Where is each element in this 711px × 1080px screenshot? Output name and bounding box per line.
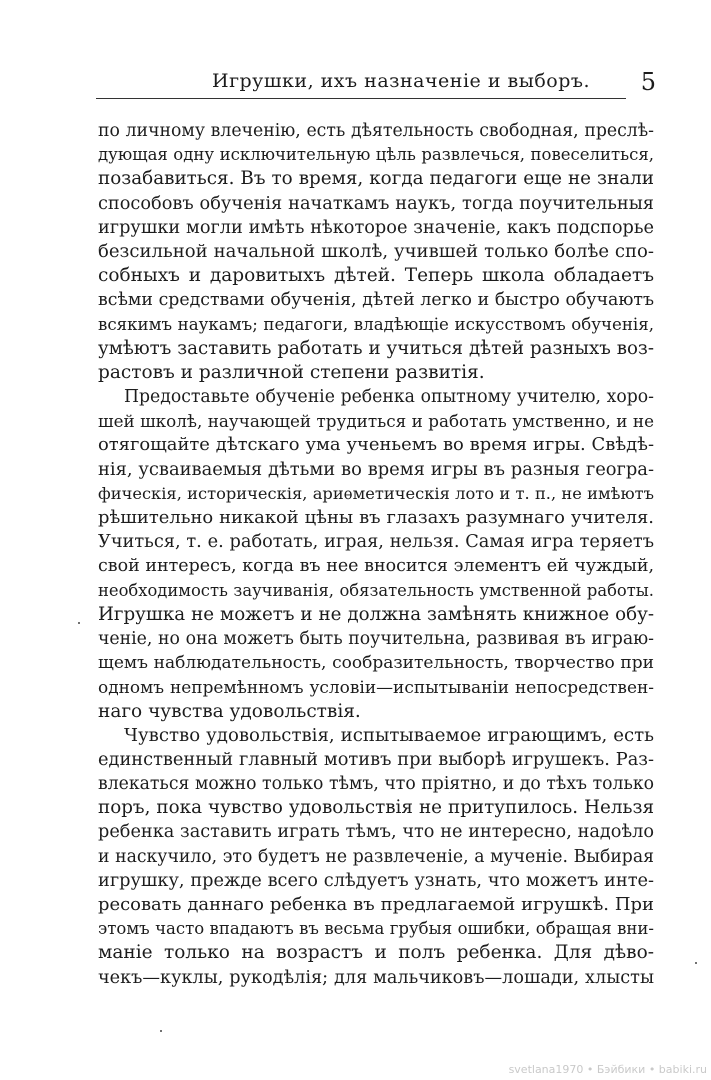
page-number: 5: [640, 68, 656, 96]
text-line: отягощайте дѣтскаго ума ученьемъ во время игры. Свѣдѣ-: [98, 434, 654, 456]
text-line: всякимъ наукамъ; педагоги, владѣющіе искусствомъ обученія,: [98, 314, 654, 334]
text-line: этомъ часто впадаютъ въ весьма грубыя ошибки, обращая вни-: [98, 919, 654, 939]
text-line: влекаться можно только тѣмъ, что пріятно, и до тѣхъ только: [98, 774, 654, 795]
page-header: [96, 70, 662, 102]
text-line: маніе только на возрастъ и полъ ребенка. Для дѣво-: [98, 942, 654, 964]
text-line: умѣютъ заставить работать и учиться дѣтей разныхъ воз-: [98, 337, 654, 359]
text-line: свой интересъ, когда въ нее вносится элементъ ей чуждый,: [98, 556, 654, 577]
text-line: наго чувства удовольствія.: [98, 700, 361, 722]
text-line: Игрушка не можетъ и не должна замѣнять книжное обу-: [98, 603, 654, 625]
text-line: игрушку, прежде всего слѣдуетъ узнать, что можетъ инте-: [98, 870, 654, 891]
text-line: способовъ обученія начаткамъ наукъ, тогда поучительныя: [98, 193, 654, 214]
text-line: растовъ и различной степени развитія.: [98, 361, 485, 383]
text-line: позабавиться. Въ то время, когда педагоги еще не знали: [98, 168, 654, 190]
text-line: нія, усваиваемыя дѣтьми во время игры въ разныя геогра-: [98, 458, 654, 480]
text-line: единственный главный мотивъ при выборѣ игрушекъ. Раз-: [98, 748, 654, 770]
text-line: собныхъ и даровитыхъ дѣтей. Теперь школа обладаетъ: [98, 265, 654, 287]
text-line: по личному влеченію, есть дѣятельность свободная, преслѣ-: [98, 121, 654, 141]
text-line: рѣшительно никакой цѣны въ глазахъ разумнаго учителя.: [98, 507, 654, 528]
text-line: дующая одну исключительную цѣль развлечься, повеселиться,: [98, 145, 654, 165]
body-text: [98, 119, 654, 990]
text-line: безсильной начальной школѣ, учившей только болѣе спо-: [98, 240, 654, 262]
text-line: всѣми средствами обученія, дѣтей легко и быстро обучаютъ: [98, 290, 654, 311]
text-line: Предоставьте обученіе ребенка опытному учителю, хоро-: [124, 387, 654, 408]
text-line: Чувство удовольствія, испытываемое играющимъ, есть: [124, 724, 654, 746]
text-line: ченіе, но она можетъ быть поучительна, развивая въ играю-: [98, 628, 654, 649]
text-line: ресовать даннаго ребенка въ предлагаемой игрушкѣ. При: [98, 894, 654, 915]
text-line: поръ, пока чувство удовольствія не притупилось. Нельзя: [98, 797, 654, 819]
text-line: Учиться, т. е. работать, играя, нельзя. Самая игра теряетъ: [98, 532, 654, 553]
text-line: щемъ наблюдательность, сообразительность, творчество при: [98, 653, 654, 674]
watermark-text: svetlana1970 • Бэйбики • babiki.ru: [508, 1063, 707, 1076]
print-speck: [695, 962, 697, 964]
text-line: и наскучило, это будетъ не развлеченіе, а мученіе. Выбирая: [98, 846, 654, 867]
text-line: необходимость заучиванія, обязательность умственной работы.: [98, 580, 654, 600]
print-speck: [160, 1030, 162, 1032]
print-speck: [78, 622, 80, 624]
text-line: чекъ—куклы, рукодѣлія; для мальчиковъ—лошади, хлысты: [98, 967, 654, 988]
header-rule: [96, 98, 626, 99]
text-line: шей школѣ, научающей трудиться и работать умственно, и не: [98, 411, 654, 432]
text-line: одномъ непремѣнномъ условіи—испытываніи непосредствен-: [98, 677, 654, 698]
text-line: фическія, историческія, ариѳметическія лото и т. п., не имѣютъ: [98, 483, 654, 503]
text-line: ребенка заставить играть тѣмъ, что не интересно, надоѣло: [98, 822, 654, 843]
text-line: игрушки могли имѣть нѣкоторое значеніе, какъ подспорье: [98, 217, 654, 238]
running-title: Игрушки, ихъ назначеніе и выборъ.: [212, 70, 591, 92]
